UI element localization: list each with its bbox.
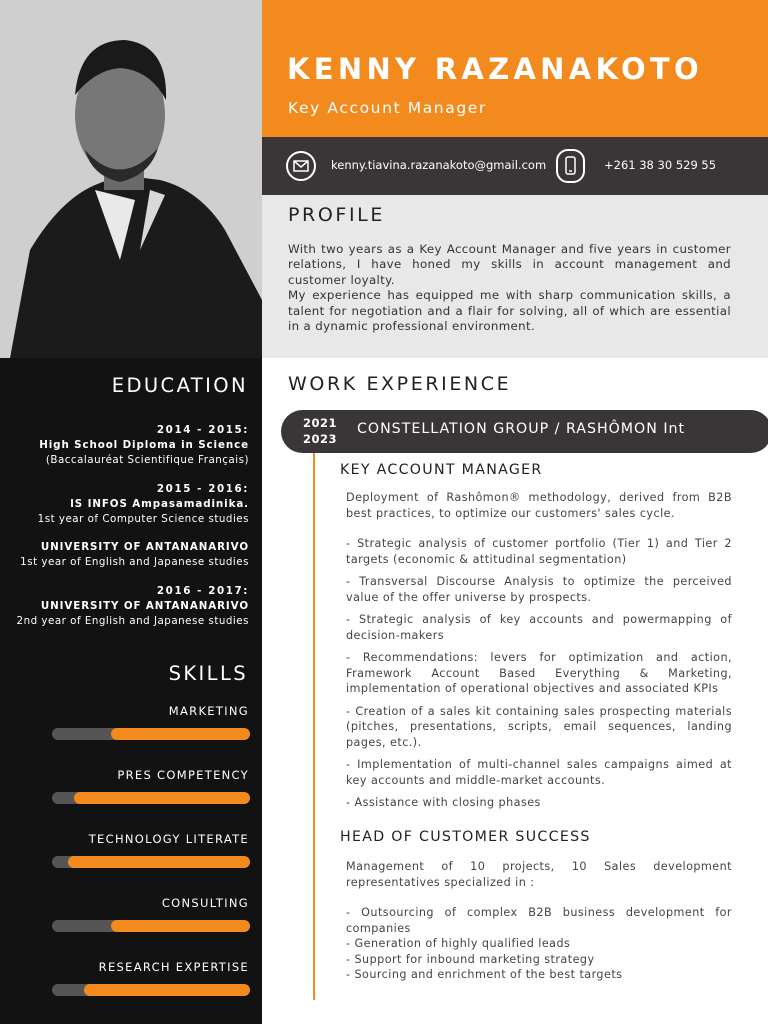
education-item [17,584,249,629]
phone-icon [556,149,585,183]
job-intro: Management of 10 projects, 10 Sales development representatives specialized in : [346,860,732,889]
skill-bar [52,984,250,996]
education-institution: IS INFOS Ampasamadinika. [70,498,249,510]
profile-text [288,242,731,334]
education-detail: 2nd year of English and Japanese studies [16,615,249,627]
job-bullet: - Sourcing and enrichment of the best targets [346,968,623,981]
education-item [38,482,249,527]
job-title: HEAD OF CUSTOMER SUCCESS [340,829,591,845]
work-experience-title: WORK EXPERIENCE [288,373,512,395]
timeline-line [313,453,315,1000]
job-description [346,490,732,811]
portrait-illustration [0,0,262,358]
candidate-role: Key Account Manager [288,99,487,117]
skill-bar [52,728,250,740]
skill-bar-fill [68,856,250,868]
education-years: 2014 - 2015: [156,424,249,436]
profile-photo [0,0,262,358]
education-years: 2016 - 2017: [156,585,249,597]
work-year-start: 2021 [303,416,338,430]
job-bullet: - Creation of a sales kit containing sales prospecting materials (pitches, presentations, scripts, email sequences, landing pages, etc.). [346,704,732,749]
skills-title: SKILLS [168,662,248,685]
education-item [20,540,249,570]
skill-label: TECHNOLOGY LITERATE [88,832,249,846]
education-title: EDUCATION [111,374,248,397]
skill-label: CONSULTING [161,896,249,910]
profile-paragraph-1: With two years as a Key Account Manager and five years in customer relations, I have honed my skills in account management and customer loyalty. [288,242,731,287]
education-institution: UNIVERSITY OF ANTANANARIVO [40,600,249,612]
skill-bar [52,792,250,804]
education-detail: (Baccalauréat Scientifique Français) [45,454,249,466]
header-banner [262,0,768,137]
job-bullet: - Strategic analysis of customer portfolio (Tier 1) and Tier 2 targets (economic & attitudinal segmentation) [346,537,732,566]
company-name: CONSTELLATION GROUP / RASHÔMON Int [357,421,686,437]
email-text[interactable]: kenny.tiavina.razanakoto@gmail.com [331,158,547,172]
profile-title: PROFILE [288,204,385,226]
education-detail: 1st year of Computer Science studies [37,513,249,525]
skill-label: PRES COMPETENCY [117,768,249,782]
skill-bar [52,920,250,932]
job-bullet: - Support for inbound marketing strategy [346,952,595,966]
work-year-end: 2023 [303,432,338,446]
skill-label: RESEARCH EXPERTISE [98,960,249,974]
job-bullet: - Implementation of multi-channel sales campaigns aimed at key accounts and middle-market accounts. [346,758,732,787]
skill-bar-fill [111,920,250,932]
company-pill [281,410,768,453]
envelope-icon [286,151,316,181]
skill-bar-fill [84,984,250,996]
phone-text[interactable]: +261 38 30 529 55 [604,158,717,172]
skill-label: MARKETING [168,704,249,718]
education-institution: High School Diploma in Science [39,439,249,451]
job-bullet: - Outsourcing of complex B2B business development for companies [346,906,732,935]
work-years [303,415,337,447]
job-description [346,859,732,983]
education-institution: UNIVERSITY OF ANTANANARIVO [40,541,249,553]
job-bullet: - Strategic analysis of key accounts and powermapping of decision-makers [346,613,732,642]
job-bullet: - Generation of highly qualified leads [346,937,571,950]
job-bullet: - Assistance with closing phases [346,796,541,809]
skill-bar-fill [111,728,250,740]
candidate-name: KENNY RAZANAKOTO [287,52,703,86]
profile-paragraph-2: My experience has equipped me with sharp communication skills, a talent for negotiation and a flair for solving, all of which are essential in a dynamic professional environment. [288,288,731,334]
education-detail: 1st year of English and Japanese studies [20,556,249,568]
skill-bar [52,856,250,868]
profile-section [262,195,768,358]
contact-bar [262,137,768,195]
job-title: KEY ACCOUNT MANAGER [340,462,543,478]
skill-bar-fill [74,792,250,804]
job-intro: Deployment of Rashômon® methodology, derived from B2B best practices, to optimize our customers' sales cycle. [346,491,732,520]
education-years: 2015 - 2016: [156,483,249,495]
education-item [39,423,249,468]
sidebar [0,358,262,1024]
job-bullet: - Transversal Discourse Analysis to optimize the perceived value of the offer universe by prospects. [346,575,732,604]
job-bullet: - Recommendations: levers for optimization and action, Framework Account Based Everything & Marketing, implementation of operational objectives and associated KPIs [346,651,732,695]
